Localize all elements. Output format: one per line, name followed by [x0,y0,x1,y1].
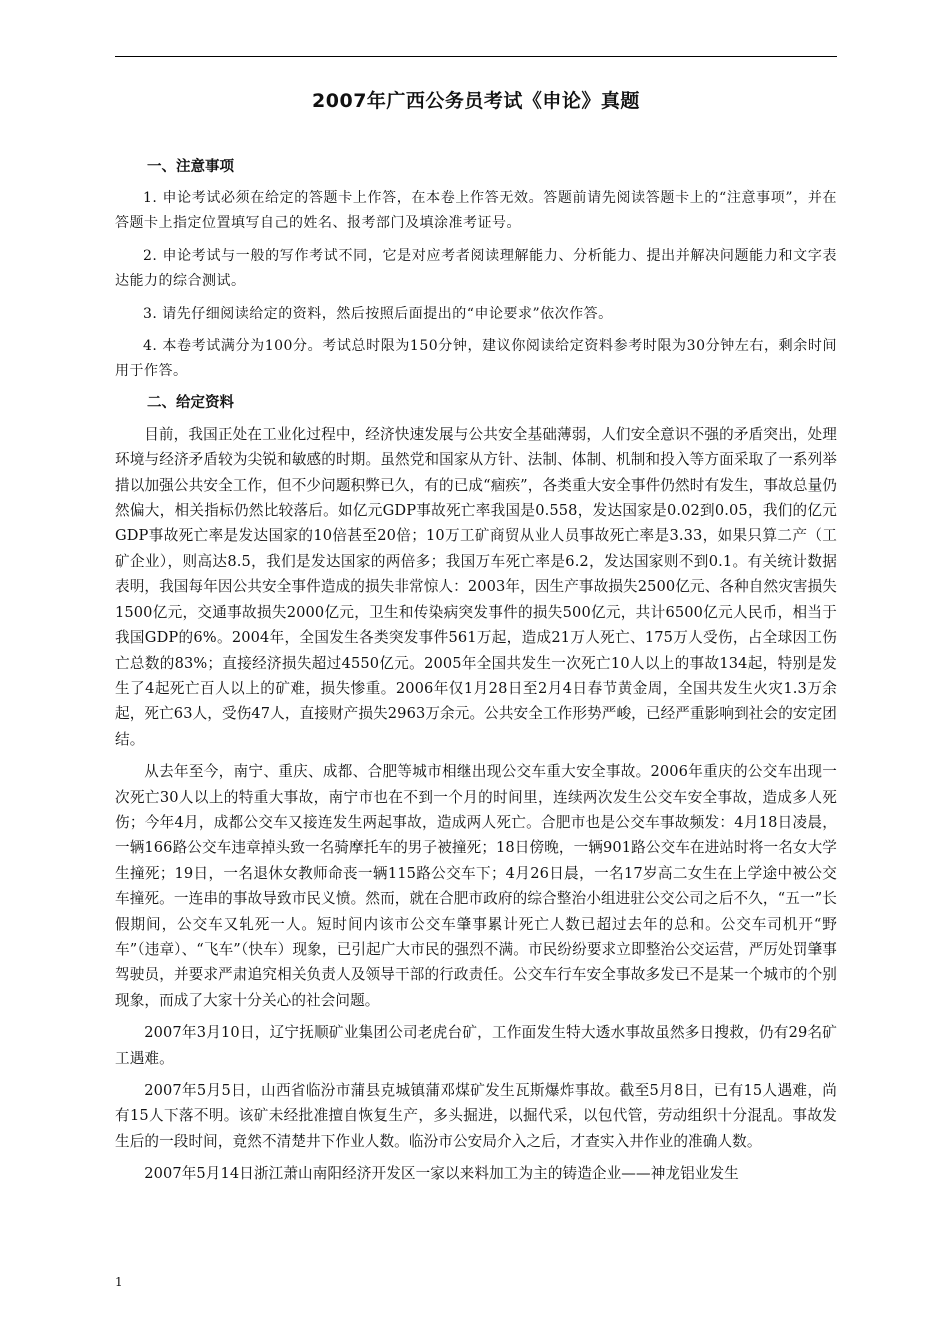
notice-item-3: 3. 请先仔细阅读给定的资料，然后按照后面提出的“申论要求”依次作答。 [143,305,613,322]
notice-item-2: 2. 申论考试与一般的写作考试不同，它是对应考者阅读理解能力、分析能力、提出并解决问题能力和文字表达能力的综合测试。 [115,247,837,290]
material-paragraph-1: 目前，我国正处在工业化过程中，经济快速发展与公共安全基础薄弱，人们安全意识不强的矛盾突出，处理环境与经济矛盾较为尖锐和敏感的时期。虽然党和国家从方针、法制、体制、机制和投入等方面采取了一系列举措以加强公共安全工作，但不少问题积弊已久，有的已成“痼疾”，各类重大安全事件仍然时有发生，事故总量仍然偏大，相关指标仍然比较落后。如亿元GDP事故死亡率我国是0.558，发达国家是0.02到0.05，我们的亿元GDP事故死亡率是发达国家的10倍甚至20倍；10万工矿商贸从业人员事故死亡率是3.33，如果只算二产（工矿企业），则高达8.5，我们是发达国家的两倍多；我国万车死亡率是6.2，发达国家则不到0.1。有关统计数据表明，我国每年因公共安全事件造成的损失非常惊人：2003年，因生产事故损失2500亿元、各种自然灾害损失1500亿元，交通事故损失2000亿元，卫生和传染病突发事件的损失500亿元，共计6500亿元人民币，相当于我国GDP的6%。2004年，全国发生各类突发事件561万起，造成21万人死亡、175万人受伤，占全球因工伤亡总数的83%；直接经济损失超过4550亿元。2005年全国共发生一次死亡10人以上的事故134起，特别是发生了4起死亡百人以上的矿难，损失惨重。2006年仅1月28日至2月4日春节黄金周，全国共发生火灾1.3万余起，死亡63人，受伤47人，直接财产损失2963万余元。公共安全工作形势严峻，已经严重影响到社会的安定团结。 [115,425,837,748]
document-body [115,150,837,1194]
page-title: 2007年广西公务员考试《申论》真题 [312,90,640,112]
section-heading-notice: 一、注意事项 [147,159,234,175]
header-rule [115,56,837,57]
material-paragraph-5: 2007年5月14日浙江萧山南阳经济开发区一家以来料加工为主的铸造企业——神龙铝业发生 [144,1165,739,1183]
notice-item-4: 4. 本卷考试满分为100分。考试总时限为150分钟，建议你阅读给定资料参考时限为30分钟左右，剩余时间用于作答。 [115,338,837,380]
material-paragraph-4: 2007年5月5日，山西省临汾市蒲县克城镇蒲邓煤矿发生瓦斯爆炸事故。截至5月8日，已有15人遇难，尚有15人下落不明。该矿未经批准擅自恢复生产，多头掘进，以掘代采，以包代管，劳动组织十分混乱。事故发生后的一段时间，竟然不清楚井下作业人数。临汾市公安局介入之后，才查实入井作业的准确人数。 [115,1082,837,1150]
material-paragraph-2: 从去年至今，南宁、重庆、成都、合肥等城市相继出现公交车重大安全事故。2006年重庆的公交车出现一次死亡30人以上的特重大事故，南宁市也在不到一个月的时间里，连续两次发生公交车安全事故，造成多人死伤；今年4月，成都公交车又接连发生两起事故，造成两人死亡。合肥市也是公交车事故频发：4月18日凌晨，一辆166路公交车违章掉头致一名骑摩托车的男子被撞死；18日傍晚，一辆901路公交车在进站时将一名女大学生撞死；19日，一名退休女教师命丧一辆115路公交车下；4月26日晨，一名17岁高二女生在上学途中被公交车撞死。一连串的事故导致市民义愤。然而，就在合肥市政府的综合整治小组进驻公交公司之后不久，“五一”长假期间，公交车又轧死一人。短时间内该市公交车肇事累计死亡人数已超过去年的总和。公交车司机开“野车”（违章）、“飞车”（快车）现象，已引起广大市民的强烈不满。市民纷纷要求立即整治公交运营，严厉处罚肇事驾驶员，并要求严肃追究相关负责人及领导干部的行政责任。公交车行车安全事故多发已不是某一个城市的个别现象，而成了大家十分关心的社会问题。 [115,763,837,1009]
material-paragraph-3: 2007年3月10日，辽宁抚顺矿业集团公司老虎台矿，工作面发生特大透水事故虽然多日搜救，仍有29名矿工遇难。 [115,1024,837,1067]
section-heading-materials: 二、给定资料 [147,394,234,411]
notice-item-1: 1. 申论考试必须在给定的答题卡上作答，在本卷上作答无效。答题前请先阅读答题卡上的“注意事项”，并在答题卡上指定位置填写自己的姓名、报考部门及填涂准考证号。 [115,190,837,232]
page-number: 1 [115,1275,123,1289]
